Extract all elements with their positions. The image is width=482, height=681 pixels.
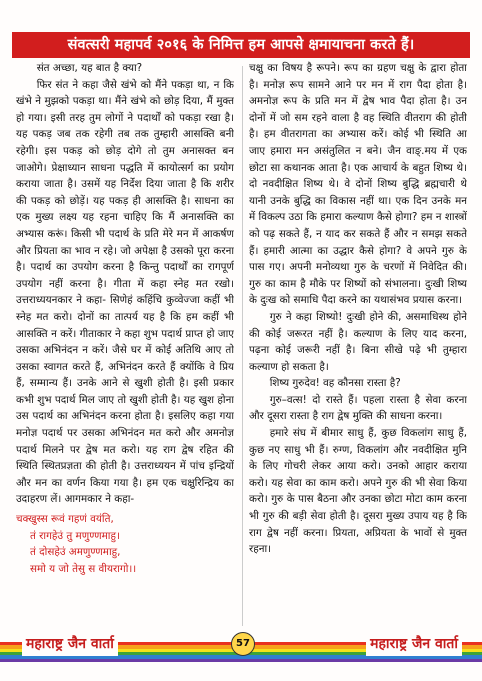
paragraph: चक्षु का विषय है रूपने। रूप का ग्रहण चक्षु के द्वारा होता है। मनोज्ञ रूप सामने आने पर मन में राग पैदा होता है। अमनोज्ञ रूप के प्रति मन में द्वेष भाव पैदा होता है। उन दोनों में जो सम रहने वाला है वह स्थिति वीतराग की होती है। हम वीतरागता का अभ्यास करें। कोई भी स्थिति आ जाए हमारा मन असंतुलित न बने। जैन वाङ्.मय में एक छोटा सा कथानक आता है। एक आचार्य के बहुत शिष्य थे। दो नवदीक्षित शिष्य थे। वे दोनों शिष्य बुद्धि ब्रह्मचारी थे यानी उनके बुद्धि का विकास नहीं था। एक दिन उनके मन में विकल्प उठा कि हमारा कल्याण कैसे होगा? हम न शास्त्रों को पढ़ सकते हैं, न याद कर सकते हैं और न समझ सकते हैं। हमारी आत्मा का उद्धार कैसे होगा? वे अपने गुरु के पास गए। अपनी मनोव्यथा गुरु के चरणों में निवेदित की। गुरु का काम है मौके पर शिष्यों को संभालना। दुःखी शिष्य के दुःख को समाधि पैदा करने का यथासंभव प्रयास करना। [249, 62, 467, 307]
paragraph: संत अच्छा, यह बात है क्या? [36, 62, 143, 74]
column-divider [242, 66, 243, 626]
paragraph: गुरु–वत्स! दो रास्ते हैं। पहला रास्ता है सेवा करना और दूसरा रास्ता है राग द्वेष मुक्ति की साधना करना। [249, 393, 467, 423]
verse-line: तं दोसहेउं अमणुण्णमाहु, [30, 546, 121, 559]
stripe [0, 659, 482, 662]
prakrit-verse [16, 511, 234, 577]
page-number: 57 [231, 632, 255, 656]
footer-magazine-title-left: महाराष्ट्र जैन वार्ता [22, 632, 118, 656]
paragraph: शिष्य गुरुदेव! वह कौनसा रास्ता है? [269, 377, 401, 390]
left-column [16, 60, 234, 630]
left-paragraphs [16, 60, 234, 508]
article-body [16, 60, 468, 630]
verse-line: समो य जो तेसु स वीयरागो।। [30, 562, 137, 575]
paragraph: हमारे संघ में बीमार साधु हैं, कुछ विकलांग साधु हैं, कुछ नए साधु भी हैं। रुग्ण, विकलांग और नवदीक्षित मुनि के लिए गोचरी लेकर आया करो। उनको आहार कराया करो। यह सेवा का काम करो। अपने गुरु की भी सेवा किया करो। गुरु के पास बैठना और उनका छोटा मोटा काम करना भी गुरु की बड़ी सेवा होती है। दूसरा मुख्य उपाय यह है कि राग द्वेष नहीं करना। प्रियता, अप्रियता के भावों से मुक्त रहना। [249, 427, 467, 556]
right-paragraphs [249, 60, 467, 558]
paragraph: फिर संत ने कहा जैसे खंभे को मैंने पकड़ा था, न कि खंभे ने मुझको पकड़ा था। मैंने खंभे को छोड़ दिया, मैं मुक्त हो गया। इसी तरह तुम लोगों ने पदार्थों को पकड़ा रखा है। यह पकड़ जब तक रहेगी तब तक तुम्हारी आसक्ति बनी रहेगी। इस पकड़ को छोड़ दोगे तो तुम अनासक्त बन जाओगे। प्रेक्षाध्यान साधना पद्धति में कायोत्सर्ग का प्रयोग कराया जाता है। उसमें यह निर्देश दिया जाता है कि शरीर की पकड़ को छोड़ें। यह पकड़ ही आसक्ति है। साधना का एक मुख्य लक्ष्य यह रहना चाहिए कि मैं अनासक्ति का अभ्यास करूं। किसी भी पदार्थ के प्रति मेरे मन में आकर्षण और प्रियता का भाव न रहे। जो अपेक्षा है उसको पूरा करना है। पदार्थ का उपयोग करना है किन्तु पदार्थों का रागपूर्ण उपयोग नहीं करना है। गीता में कहा स्नेह मत रखो। उत्तराध्ययनकार ने कहा- सिणेहं कहिंचि कुव्वेज्जा कहीं भी स्नेह मत करो। दोनों का तात्पर्य यह है कि हम कहीं भी आसक्ति न करें। गीताकार ने कहा शुभ पदार्थ प्राप्त हो जाए उसका अभिनंदन न करें। जैसे घर में कोई अतिथि आए तो उसका स्वागत करते हैं, अभिनंदन करते हैं क्योंकि वे प्रिय हैं, सम्मान्य हैं। उनके आने से खुशी होती है। इसी प्रकार कभी शुभ पदार्थ मिल जाए तो खुशी होती है। यह खुश होना उस पदार्थ का अभिनंदन करना होता है। इसलिए कहा गया मनोज्ञ पदार्थ पर उसका अभिनंदन मत करो और अमनोज्ञ पदार्थ मिलने पर द्वेष मत करो। यह राग द्वेष रहित की स्थिति स्थितप्रज्ञता की होती है। उत्तराध्ययन में पांच इन्द्रियों और मन का वर्णन किया गया है। हम एक चक्षुरिन्द्रिय का उदाहरण लें। आगमकार ने कहा- [16, 78, 234, 506]
verse-line: तं रागहेउं तु मणुण्णमाहु। [30, 529, 120, 542]
right-column [249, 60, 467, 630]
footer-magazine-title-right: महाराष्ट्र जैन वार्ता [366, 632, 462, 656]
verse-line: चक्खुस्स रूवं गहणं वयंति, [16, 513, 114, 526]
paragraph: गुरु ने कहा शिष्यो! दुःखी होने की, असमाधिस्थ होने की कोई जरूरत नहीं है। कल्याण के लिए याद करना, पढ़ना कोई जरूरी नहीं है। बिना सीखे पढ़े भी तुम्हारा कल्याण हो सकता है। [249, 310, 467, 373]
announcement-banner: संवत्सरी महापर्व २०१६ के निमित्त हम आपसे क्षमायाचना करते हैं। [12, 32, 470, 58]
